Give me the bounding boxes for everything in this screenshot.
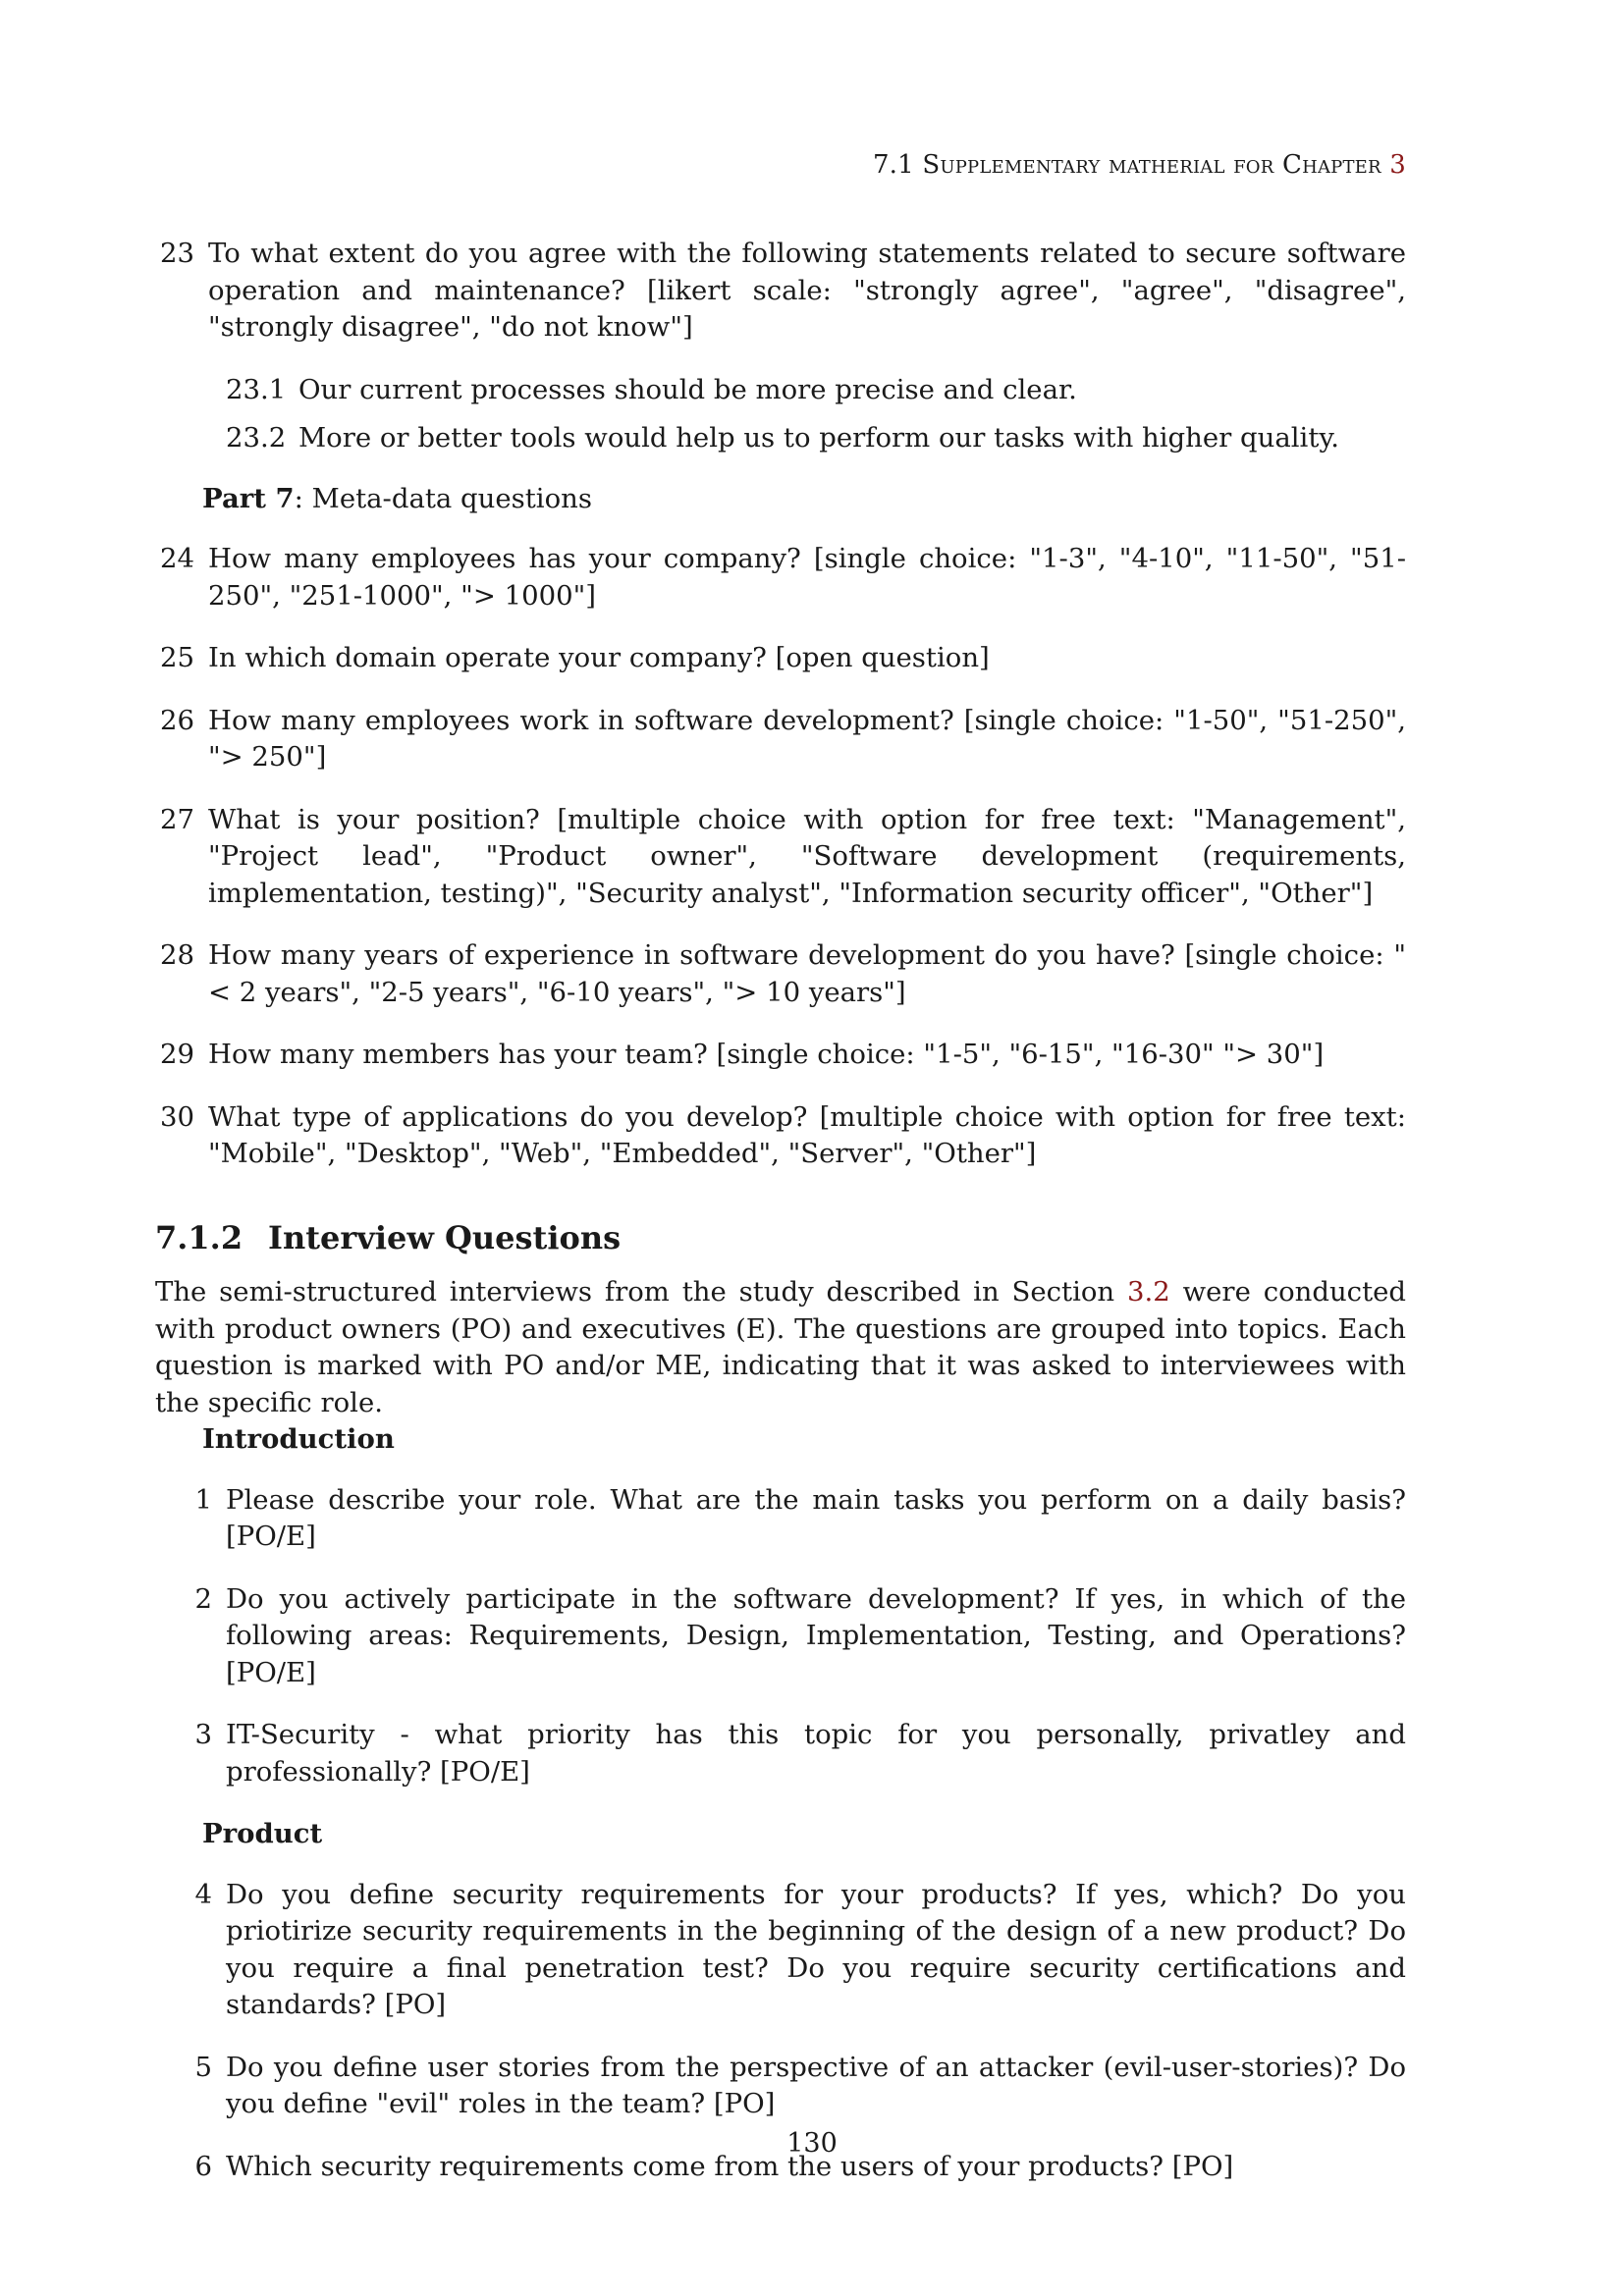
question-23-2 [226, 420, 1406, 457]
question-25 [155, 640, 1406, 677]
subitem-text: More or better tools would help us to perform our tasks with higher quality. [298, 422, 1340, 454]
section-reference-link[interactable]: 3.2 [1127, 1276, 1170, 1308]
intro-text-end: were conducted with product owners (PO) and executives (E). The questions are grouped into topics. Each question is marked with PO and/or ME, indicating that it was asked to interviewees with the specific role. [155, 1276, 1407, 1418]
part-label: Part 7 [202, 482, 295, 514]
header-section-title: Supplementary matherial for Chapter [922, 150, 1381, 180]
section-number: 7.1.2 [155, 1218, 244, 1256]
question-text: Which security requirements come from the users of your products? [PO] [226, 2150, 1234, 2182]
question-number: 23 [160, 238, 194, 269]
question-number: 29 [160, 1039, 194, 1070]
header-chapter-link[interactable]: 3 [1389, 150, 1406, 180]
interview-question-1 [155, 1482, 1406, 1556]
intro-text-start: The semi-structured interviews from the study described in Section [155, 1276, 1128, 1308]
interview-question-3 [155, 1717, 1406, 1790]
question-number: 5 [194, 2051, 212, 2083]
question-number: 30 [160, 1100, 194, 1133]
question-number: 26 [160, 704, 194, 736]
part-7-heading [202, 481, 1406, 518]
question-text: How many members has your team? [single choice: "1-5", "6-15", "16-30" "> 30"] [208, 1039, 1325, 1070]
question-text: To what extent do you agree with the following statements related to secure software operation and maintenance? [likert scale: "strongly agree", "agree", "disagree", "strongly disagree", "do not know"] [208, 238, 1406, 343]
question-number: 6 [194, 2150, 212, 2182]
interview-question-4 [155, 1877, 1406, 2024]
question-26 [155, 703, 1406, 776]
interview-question-2 [155, 1581, 1406, 1692]
subitem-number: 23.2 [226, 422, 287, 454]
question-24 [155, 541, 1406, 614]
question-text: Please describe your role. What are the main tasks you perform on a daily basis? [PO/E] [226, 1483, 1406, 1552]
question-number: 28 [160, 939, 194, 971]
question-number: 1 [194, 1483, 212, 1516]
question-29 [155, 1037, 1406, 1074]
running-header [873, 150, 1406, 180]
question-number: 24 [160, 543, 194, 574]
question-text: IT-Security - what priority has this topic for you personally, privatley and professionally? [PO/E] [226, 1719, 1406, 1788]
question-28 [155, 937, 1406, 1011]
question-text: What is your position? [multiple choice with option for free text: "Management", "Project lead", "Product owner", "Software development (requirements, implementation, testing)", "Security analyst", "Information security officer", "Other"] [208, 803, 1406, 909]
question-text: What type of applications do you develop? [multiple choice with option for free text: "Mobile", "Desktop", "Web", "Embedded", "Server", "Other"] [208, 1100, 1406, 1169]
topic-introduction: Introduction [202, 1423, 395, 1455]
question-text: How many employees work in software development? [single choice: "1-50", "51-250", "> 250"] [208, 704, 1406, 773]
topic-product: Product [202, 1818, 323, 1849]
question-text: Do you define user stories from the perspective of an attacker (evil-user-stories)? Do you define "evil" roles in the team? [PO] [226, 2051, 1406, 2119]
section-intro-paragraph [155, 1274, 1406, 1421]
page-body [155, 236, 1406, 2211]
question-23 [155, 236, 1406, 347]
interview-question-5 [155, 2050, 1406, 2123]
question-text: How many years of experience in software development do you have? [single choice: "< 2 years", "2-5 years", "6-10 years", "> 10 years"] [208, 939, 1406, 1008]
question-23-1 [226, 372, 1406, 409]
subitem-text: Our current processes should be more precise and clear. [298, 373, 1077, 405]
section-title: Interview Questions [268, 1218, 622, 1256]
question-30 [155, 1099, 1406, 1173]
question-number: 2 [194, 1582, 212, 1615]
header-section-number: 7.1 [872, 150, 914, 180]
question-text: How many employees has your company? [single choice: "1-3", "4-10", "11-50", "51-250", "251-1000", "> 1000"] [208, 543, 1406, 612]
question-27 [155, 802, 1406, 913]
question-text: Do you define security requirements for your products? If yes, which? Do you priotirize security requirements in the beginning of the design of a new product? Do you require a final penetration test? Do you require security certifications and standards? [PO] [226, 1878, 1406, 2020]
question-number: 3 [194, 1719, 212, 1750]
question-number: 25 [160, 642, 194, 673]
question-text: In which domain operate your company? [open question] [208, 642, 990, 673]
question-text: Do you actively participate in the software development? If yes, in which of the following areas: Requirements, Design, Implementation, Testing, and Operations? [PO/E] [226, 1582, 1406, 1688]
section-heading [155, 1220, 1406, 1257]
part-title: : Meta-data questions [294, 482, 592, 514]
subitem-number: 23.1 [226, 373, 287, 405]
page-number: 130 [786, 2128, 838, 2159]
question-number: 27 [160, 803, 194, 835]
question-number: 4 [194, 1878, 212, 1910]
